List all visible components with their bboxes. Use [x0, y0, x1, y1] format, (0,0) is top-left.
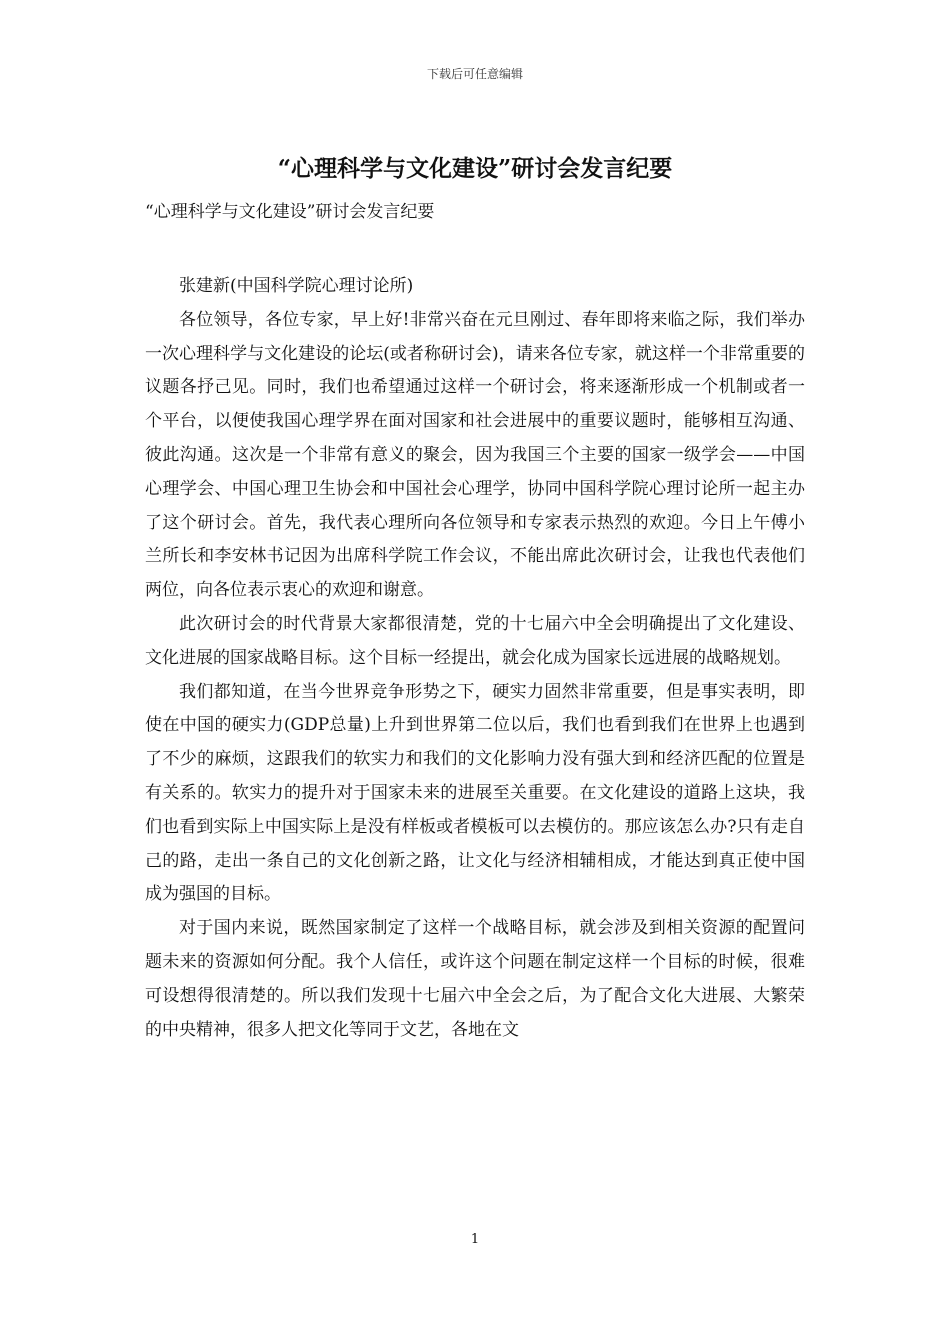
paragraph: 此次研讨会的时代背景大家都很清楚，党的十七届六中全会明确提出了文化建设、文化进展的国家战略目标。这个目标一经提出，就会化成为国家长远进展的战略规划。 [145, 613, 805, 668]
running-header: 下载后可任意编辑 [426, 67, 523, 81]
speaker-line: 张建新(中国科学院心理讨论所) [179, 276, 414, 296]
page-number: 1 [470, 1232, 480, 1247]
document-body [145, 270, 805, 1047]
document-title: “心理科学与文化建设”研讨会发言纪要 [277, 155, 673, 182]
paragraph: 对于国内来说，既然国家制定了这样一个战略目标，就会涉及到相关资源的配置问题未来的资源如何分配。我个人信任，或许这个问题在制定这样一个目标的时候，很难可设想得很清楚的。所以我们发现十七届六中全会之后，为了配合文化大进展、大繁荣的中央精神，很多人把文化等同于文艺，各地在文 [145, 918, 805, 1040]
paragraph: 各位领导，各位专家，早上好!非常兴奋在元旦刚过、春年即将来临之际，我们举办一次心理科学与文化建设的论坛(或者称研讨会)，请来各位专家，就这样一个非常重要的议题各抒己见。同时，我们也希望通过这样一个研讨会，将来逐渐形成一个机制或者一个平台，以便使我国心理学界在面对国家和社会进展中的重要议题时，能够相互沟通、彼此沟通。这次是一个非常有意义的聚会，因为我国三个主要的国家一级学会——中国心理学会、中国心理卫生协会和中国社会心理学，协同中国科学院心理讨论所一起主办了这个研讨会。首先，我代表心理所向各位领导和专家表示热烈的欢迎。今日上午傅小兰所长和李安林书记因为出席科学院工作会议，不能出席此次研讨会，让我也代表他们两位，向各位表示衷心的欢迎和谢意。 [145, 309, 805, 601]
document-subtitle: “心理科学与文化建设”研讨会发言纪要 [145, 202, 435, 222]
paragraph: 我们都知道，在当今世界竞争形势之下，硬实力固然非常重要，但是事实表明，即使在中国的硬实力(GDP总量)上升到世界第二位以后，我们也看到我们在世界上也遇到了不少的麻烦，这跟我们的软实力和我们的文化影响力没有强大到和经济匹配的位置是有关系的。软实力的提升对于国家未来的进展至关重要。在文化建设的道路上这块，我们也看到实际上中国实际上是没有样板或者模板可以去模仿的。那应该怎么办?只有走自己的路，走出一条自己的文化创新之路，让文化与经济相辅相成，才能达到真正使中国成为强国的目标。 [145, 681, 805, 905]
